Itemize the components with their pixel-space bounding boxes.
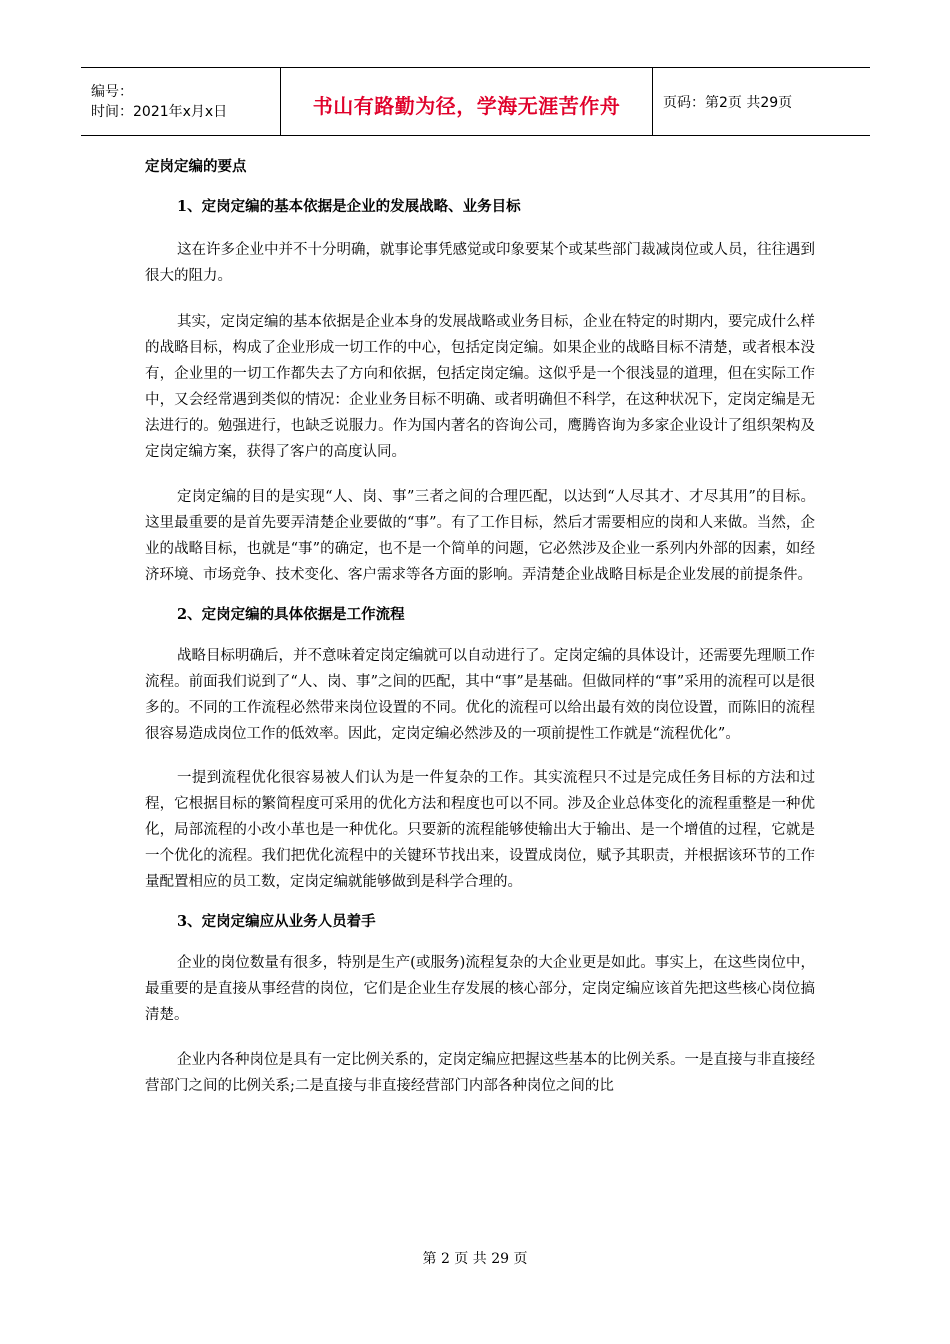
section-heading-1: 1、定岗定编的基本依据是企业的发展战略、业务目标 [177, 198, 521, 215]
document-time-label: 时间：2021年x月x日 [91, 103, 228, 120]
paragraph: 企业的岗位数量有很多，特别是生产(或服务)流程复杂的大企业更是如此。事实上，在这些岗位中，最重要的是直接从事经营的岗位，它们是企业生存发展的核心部分，定岗定编应该首先把这些核心岗位搞清楚。 [145, 955, 815, 1023]
document-header [81, 67, 870, 136]
paragraph: 其实，定岗定编的基本依据是企业本身的发展战略或业务目标，企业在特定的时期内，要完成什么样的战略目标，构成了企业形成一切工作的中心，包括定岗定编。如果企业的战略目标不清楚，或者根本没有，企业里的一切工作都失去了方向和依据，包括定岗定编。这似乎是一个很浅显的道理，但在实际工作中，又会经常遇到类似的情况：企业业务目标不明确、或者明确但不科学，在这种状况下，定岗定编是无法进行的。勉强进行，也缺乏说服力。作为国内著名的咨询公司，鹰腾咨询为多家企业设计了组织架构及定岗定编方案，获得了客户的高度认同。 [145, 314, 815, 460]
paragraph: 定岗定编的目的是实现“人、岗、事”三者之间的合理匹配，以达到“人尽其才、才尽其用”的目标。这里最重要的是首先要弄清楚企业要做的“事”。有了工作目标，然后才需要相应的岗和人来做。当然，企业的战略目标，也就是“事”的确定，也不是一个简单的问题，它必然涉及企业一系列内外部的因素，如经济环境、市场竞争、技术变化、客户需求等各方面的影响。弄清楚企业战略目标是企业发展的前提条件。 [145, 489, 815, 583]
header-motto-cell [281, 68, 653, 135]
paragraph: 战略目标明确后，并不意味着定岗定编就可以自动进行了。定岗定编的具体设计，还需要先理顺工作流程。前面我们说到了“人、岗、事”之间的匹配，其中“事”是基础。但做同样的“事”采用的流程可以是很多的。不同的工作流程必然带来岗位设置的不同。优化的流程可以给出最有效的岗位设置，而陈旧的流程很容易造成岗位工作的低效率。因此，定岗定编必然涉及的一项前提性工作就是“流程优化”。 [145, 648, 815, 742]
document-number-label: 编号： [91, 83, 133, 100]
header-meta [81, 68, 281, 135]
document-title: 定岗定编的要点 [145, 158, 247, 175]
document-body [145, 156, 815, 1099]
paragraph: 这在许多企业中并不十分明确，就事论事凭感觉或印象要某个或某些部门裁减岗位或人员，往往遇到很大的阻力。 [145, 242, 815, 284]
section-heading-2: 2、定岗定编的具体依据是工作流程 [177, 606, 405, 623]
page-footer: 第 2 页 共 29 页 [422, 1251, 528, 1267]
paragraph: 企业内各种岗位是具有一定比例关系的，定岗定编应把握这些基本的比例关系。一是直接与非直接经营部门之间的比例关系;二是直接与非直接经营部门内部各种岗位之间的比 [145, 1052, 815, 1094]
header-motto: 书山有路勤为径，学海无涯苦作舟 [312, 94, 621, 118]
section-heading-3: 3、定岗定编应从业务人员着手 [177, 913, 376, 930]
header-page-number: 页码：第2页 共29页 [663, 94, 793, 111]
paragraph: 一提到流程优化很容易被人们认为是一件复杂的工作。其实流程只不过是完成任务目标的方法和过程，它根据目标的繁简程度可采用的优化方法和程度也可以不同。涉及企业总体变化的流程重整是一种优化，局部流程的小改小革也是一种优化。只要新的流程能够使输出大于输出、是一个增值的过程，它就是一个优化的流程。我们把优化流程中的关键环节找出来，设置成岗位，赋予其职责，并根据该环节的工作量配置相应的员工数，定岗定编就能够做到是科学合理的。 [145, 770, 815, 890]
header-page-info [653, 68, 870, 135]
